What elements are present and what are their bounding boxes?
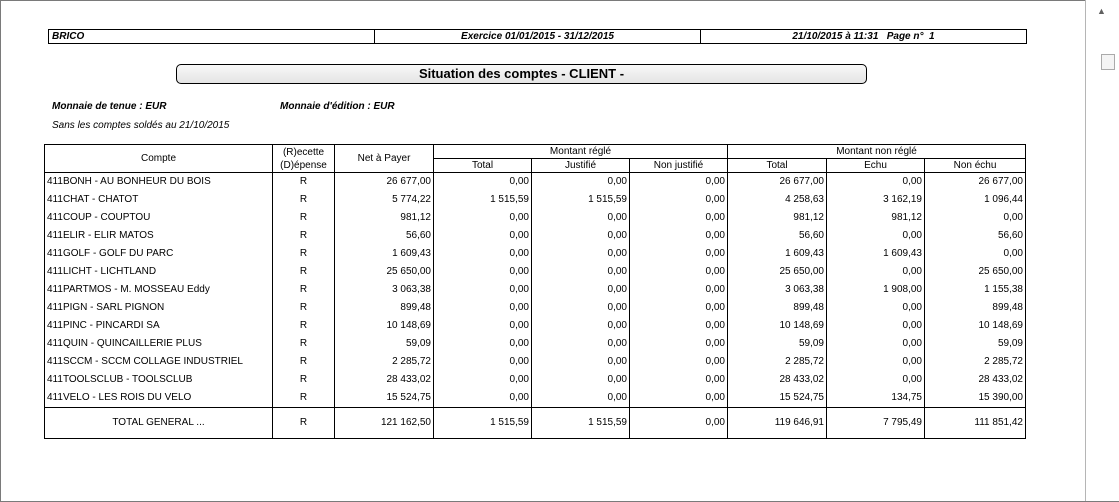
- cell-rd: R: [273, 245, 335, 263]
- cell-justifie: 0,00: [532, 353, 630, 371]
- cell-non-justifie: 0,00: [630, 173, 728, 192]
- cell-non-echu: 28 433,02: [925, 371, 1026, 389]
- cell-justifie: 0,00: [532, 317, 630, 335]
- cell-rd: R: [273, 209, 335, 227]
- cell-echu: 1 908,00: [827, 281, 925, 299]
- table-row: [45, 227, 1026, 245]
- table-row: [45, 173, 1026, 192]
- cell-compte: 411LICHT - LICHTLAND: [47, 266, 157, 277]
- cell-compte: 411SCCM - SCCM COLLAGE INDUSTRIEL: [47, 356, 243, 367]
- currency-tenue: Monnaie de tenue : EUR: [52, 101, 167, 112]
- cell-non-regle-total: 899,48: [728, 299, 827, 317]
- cell-rd: R: [273, 317, 335, 335]
- cell-non-justifie: 0,00: [630, 353, 728, 371]
- cell-echu: 0,00: [827, 299, 925, 317]
- cell-net: 28 433,02: [335, 371, 434, 389]
- cell-echu: 0,00: [827, 227, 925, 245]
- cell-justifie: 0,00: [532, 227, 630, 245]
- cell-non-echu: 1 155,38: [925, 281, 1026, 299]
- table-row: [45, 209, 1026, 227]
- cell-net: 26 677,00: [335, 173, 434, 192]
- total-non-justifie: 0,00: [630, 408, 728, 439]
- table-row: [45, 299, 1026, 317]
- cell-compte: 411PIGN - SARL PIGNON: [47, 302, 165, 313]
- cell-justifie: 0,00: [532, 173, 630, 192]
- total-echu: 7 795,49: [827, 408, 925, 439]
- company-name: BRICO: [49, 30, 375, 43]
- cell-non-justifie: 0,00: [630, 191, 728, 209]
- cell-compte: 411PARTMOS - M. MOSSEAU Eddy: [47, 284, 210, 295]
- cell-regle-total: 0,00: [434, 263, 532, 281]
- cell-non-justifie: 0,00: [630, 263, 728, 281]
- cell-justifie: 0,00: [532, 263, 630, 281]
- cell-rd: R: [273, 263, 335, 281]
- cell-regle-total: 0,00: [434, 173, 532, 192]
- cell-justifie: 0,00: [532, 299, 630, 317]
- cell-non-echu: 0,00: [925, 209, 1026, 227]
- cell-compte: 411CHAT - CHATOT: [47, 194, 139, 205]
- total-label: TOTAL GENERAL ...: [45, 408, 273, 439]
- table-row: [45, 335, 1026, 353]
- cell-non-regle-total: 56,60: [728, 227, 827, 245]
- cell-rd: R: [273, 173, 335, 192]
- cell-echu: 0,00: [827, 371, 925, 389]
- cell-echu: 0,00: [827, 353, 925, 371]
- cell-non-regle-total: 1 609,43: [728, 245, 827, 263]
- cell-net: 56,60: [335, 227, 434, 245]
- table-row: [45, 317, 1026, 335]
- cell-net: 25 650,00: [335, 263, 434, 281]
- cell-echu: 134,75: [827, 389, 925, 408]
- cell-net: 15 524,75: [335, 389, 434, 408]
- cell-non-echu: 26 677,00: [925, 173, 1026, 192]
- cell-rd: R: [273, 335, 335, 353]
- cell-justifie: 1 515,59: [532, 191, 630, 209]
- cell-justifie: 0,00: [532, 389, 630, 408]
- cell-net: 2 285,72: [335, 353, 434, 371]
- cell-rd: R: [273, 371, 335, 389]
- cell-justifie: 0,00: [532, 371, 630, 389]
- cell-echu: 0,00: [827, 263, 925, 281]
- cell-echu: 3 162,19: [827, 191, 925, 209]
- report-title: Situation des comptes - CLIENT -: [176, 64, 867, 84]
- cell-non-echu: 56,60: [925, 227, 1026, 245]
- cell-compte: 411VELO - LES ROIS DU VELO: [47, 392, 192, 403]
- col-group-non-regle: Montant non réglé: [728, 145, 1026, 159]
- accounts-table: [44, 144, 1026, 439]
- cell-non-regle-total: 26 677,00: [728, 173, 827, 192]
- cell-non-echu: 1 096,44: [925, 191, 1026, 209]
- cell-net: 981,12: [335, 209, 434, 227]
- cell-non-regle-total: 15 524,75: [728, 389, 827, 408]
- cell-non-echu: 15 390,00: [925, 389, 1026, 408]
- cell-non-regle-total: 981,12: [728, 209, 827, 227]
- cell-net: 899,48: [335, 299, 434, 317]
- table-row: [45, 371, 1026, 389]
- cell-non-regle-total: 10 148,69: [728, 317, 827, 335]
- cell-rd: R: [273, 299, 335, 317]
- cell-non-echu: 899,48: [925, 299, 1026, 317]
- cell-justifie: 0,00: [532, 335, 630, 353]
- cell-non-regle-total: 25 650,00: [728, 263, 827, 281]
- cell-net: 59,09: [335, 335, 434, 353]
- total-non-regle-total: 119 646,91: [728, 408, 827, 439]
- cell-non-justifie: 0,00: [630, 389, 728, 408]
- cell-echu: 981,12: [827, 209, 925, 227]
- cell-non-justifie: 0,00: [630, 335, 728, 353]
- cell-echu: 1 609,43: [827, 245, 925, 263]
- cell-rd: R: [273, 281, 335, 299]
- table-row: [45, 389, 1026, 408]
- currency-edition: Monnaie d'édition : EUR: [280, 101, 395, 112]
- total-rd: R: [273, 408, 335, 439]
- print-date-page: 21/10/2015 à 11:31 Page n° 1: [792, 31, 935, 42]
- cell-non-justifie: 0,00: [630, 317, 728, 335]
- total-non-echu: 111 851,42: [925, 408, 1026, 439]
- cell-regle-total: 0,00: [434, 299, 532, 317]
- cell-justifie: 0,00: [532, 281, 630, 299]
- cell-non-regle-total: 59,09: [728, 335, 827, 353]
- cell-compte: 411GOLF - GOLF DU PARC: [47, 248, 174, 259]
- cell-compte: 411ELIR - ELIR MATOS: [47, 230, 154, 241]
- cell-rd: R: [273, 191, 335, 209]
- cell-echu: 0,00: [827, 317, 925, 335]
- total-regle-total: 1 515,59: [434, 408, 532, 439]
- col-header-depense: (D)épense: [280, 159, 327, 171]
- cell-echu: 0,00: [827, 335, 925, 353]
- settled-accounts-note: Sans les comptes soldés au 21/10/2015: [52, 120, 230, 131]
- fiscal-period: Exercice 01/01/2015 - 31/12/2015: [375, 30, 701, 43]
- cell-compte: 411BONH - AU BONHEUR DU BOIS: [47, 176, 211, 187]
- cell-regle-total: 0,00: [434, 245, 532, 263]
- table-row: [45, 263, 1026, 281]
- vertical-scrollbar[interactable]: [1085, 0, 1119, 501]
- col-group-regle: Montant réglé: [434, 145, 728, 159]
- cell-rd: R: [273, 389, 335, 408]
- col-header-total: Total: [434, 159, 532, 173]
- cell-non-justifie: 0,00: [630, 281, 728, 299]
- cell-regle-total: 0,00: [434, 227, 532, 245]
- cell-non-echu: 0,00: [925, 245, 1026, 263]
- report-header-band: [48, 29, 1027, 44]
- col-header-total-non-regle: Total: [728, 159, 827, 173]
- col-header-net: Net à Payer: [335, 145, 434, 173]
- cell-regle-total: 0,00: [434, 353, 532, 371]
- col-header-recette: (R)ecette: [282, 146, 325, 158]
- table-row: [45, 245, 1026, 263]
- col-header-justifie: Justifié: [532, 159, 630, 173]
- cell-regle-total: 0,00: [434, 371, 532, 389]
- col-header-non-justifie: Non justifié: [630, 159, 728, 173]
- col-header-non-echu: Non échu: [925, 159, 1026, 173]
- scroll-thumb[interactable]: [1101, 54, 1115, 70]
- total-row: [45, 408, 1026, 439]
- cell-non-justifie: 0,00: [630, 227, 728, 245]
- cell-non-justifie: 0,00: [630, 299, 728, 317]
- accounts-rows: [45, 173, 1026, 408]
- cell-compte: 411TOOLSCLUB - TOOLSCLUB: [47, 374, 193, 385]
- cell-regle-total: 0,00: [434, 209, 532, 227]
- scroll-up-arrow-icon[interactable]: ▲: [1097, 6, 1106, 16]
- cell-non-justifie: 0,00: [630, 245, 728, 263]
- cell-net: 3 063,38: [335, 281, 434, 299]
- table-row: [45, 353, 1026, 371]
- cell-rd: R: [273, 227, 335, 245]
- cell-non-regle-total: 28 433,02: [728, 371, 827, 389]
- cell-regle-total: 0,00: [434, 281, 532, 299]
- col-header-recette-depense: [273, 145, 335, 173]
- cell-non-regle-total: 2 285,72: [728, 353, 827, 371]
- cell-justifie: 0,00: [532, 209, 630, 227]
- cell-non-regle-total: 4 258,63: [728, 191, 827, 209]
- cell-non-regle-total: 3 063,38: [728, 281, 827, 299]
- cell-compte: 411PINC - PINCARDI SA: [47, 320, 160, 331]
- cell-rd: R: [273, 353, 335, 371]
- col-header-echu: Echu: [827, 159, 925, 173]
- cell-compte: 411COUP - COUPTOU: [47, 212, 151, 223]
- total-net: 121 162,50: [335, 408, 434, 439]
- cell-regle-total: 0,00: [434, 335, 532, 353]
- cell-non-justifie: 0,00: [630, 209, 728, 227]
- cell-non-echu: 59,09: [925, 335, 1026, 353]
- cell-non-echu: 25 650,00: [925, 263, 1026, 281]
- cell-non-echu: 2 285,72: [925, 353, 1026, 371]
- cell-non-justifie: 0,00: [630, 371, 728, 389]
- cell-net: 1 609,43: [335, 245, 434, 263]
- cell-regle-total: 0,00: [434, 317, 532, 335]
- cell-regle-total: 1 515,59: [434, 191, 532, 209]
- table-row: [45, 191, 1026, 209]
- cell-echu: 0,00: [827, 173, 925, 192]
- cell-regle-total: 0,00: [434, 389, 532, 408]
- cell-net: 5 774,22: [335, 191, 434, 209]
- cell-justifie: 0,00: [532, 245, 630, 263]
- table-row: [45, 281, 1026, 299]
- cell-non-echu: 10 148,69: [925, 317, 1026, 335]
- cell-compte: 411QUIN - QUINCAILLERIE PLUS: [47, 338, 202, 349]
- col-header-compte: Compte: [45, 145, 273, 173]
- cell-net: 10 148,69: [335, 317, 434, 335]
- total-justifie: 1 515,59: [532, 408, 630, 439]
